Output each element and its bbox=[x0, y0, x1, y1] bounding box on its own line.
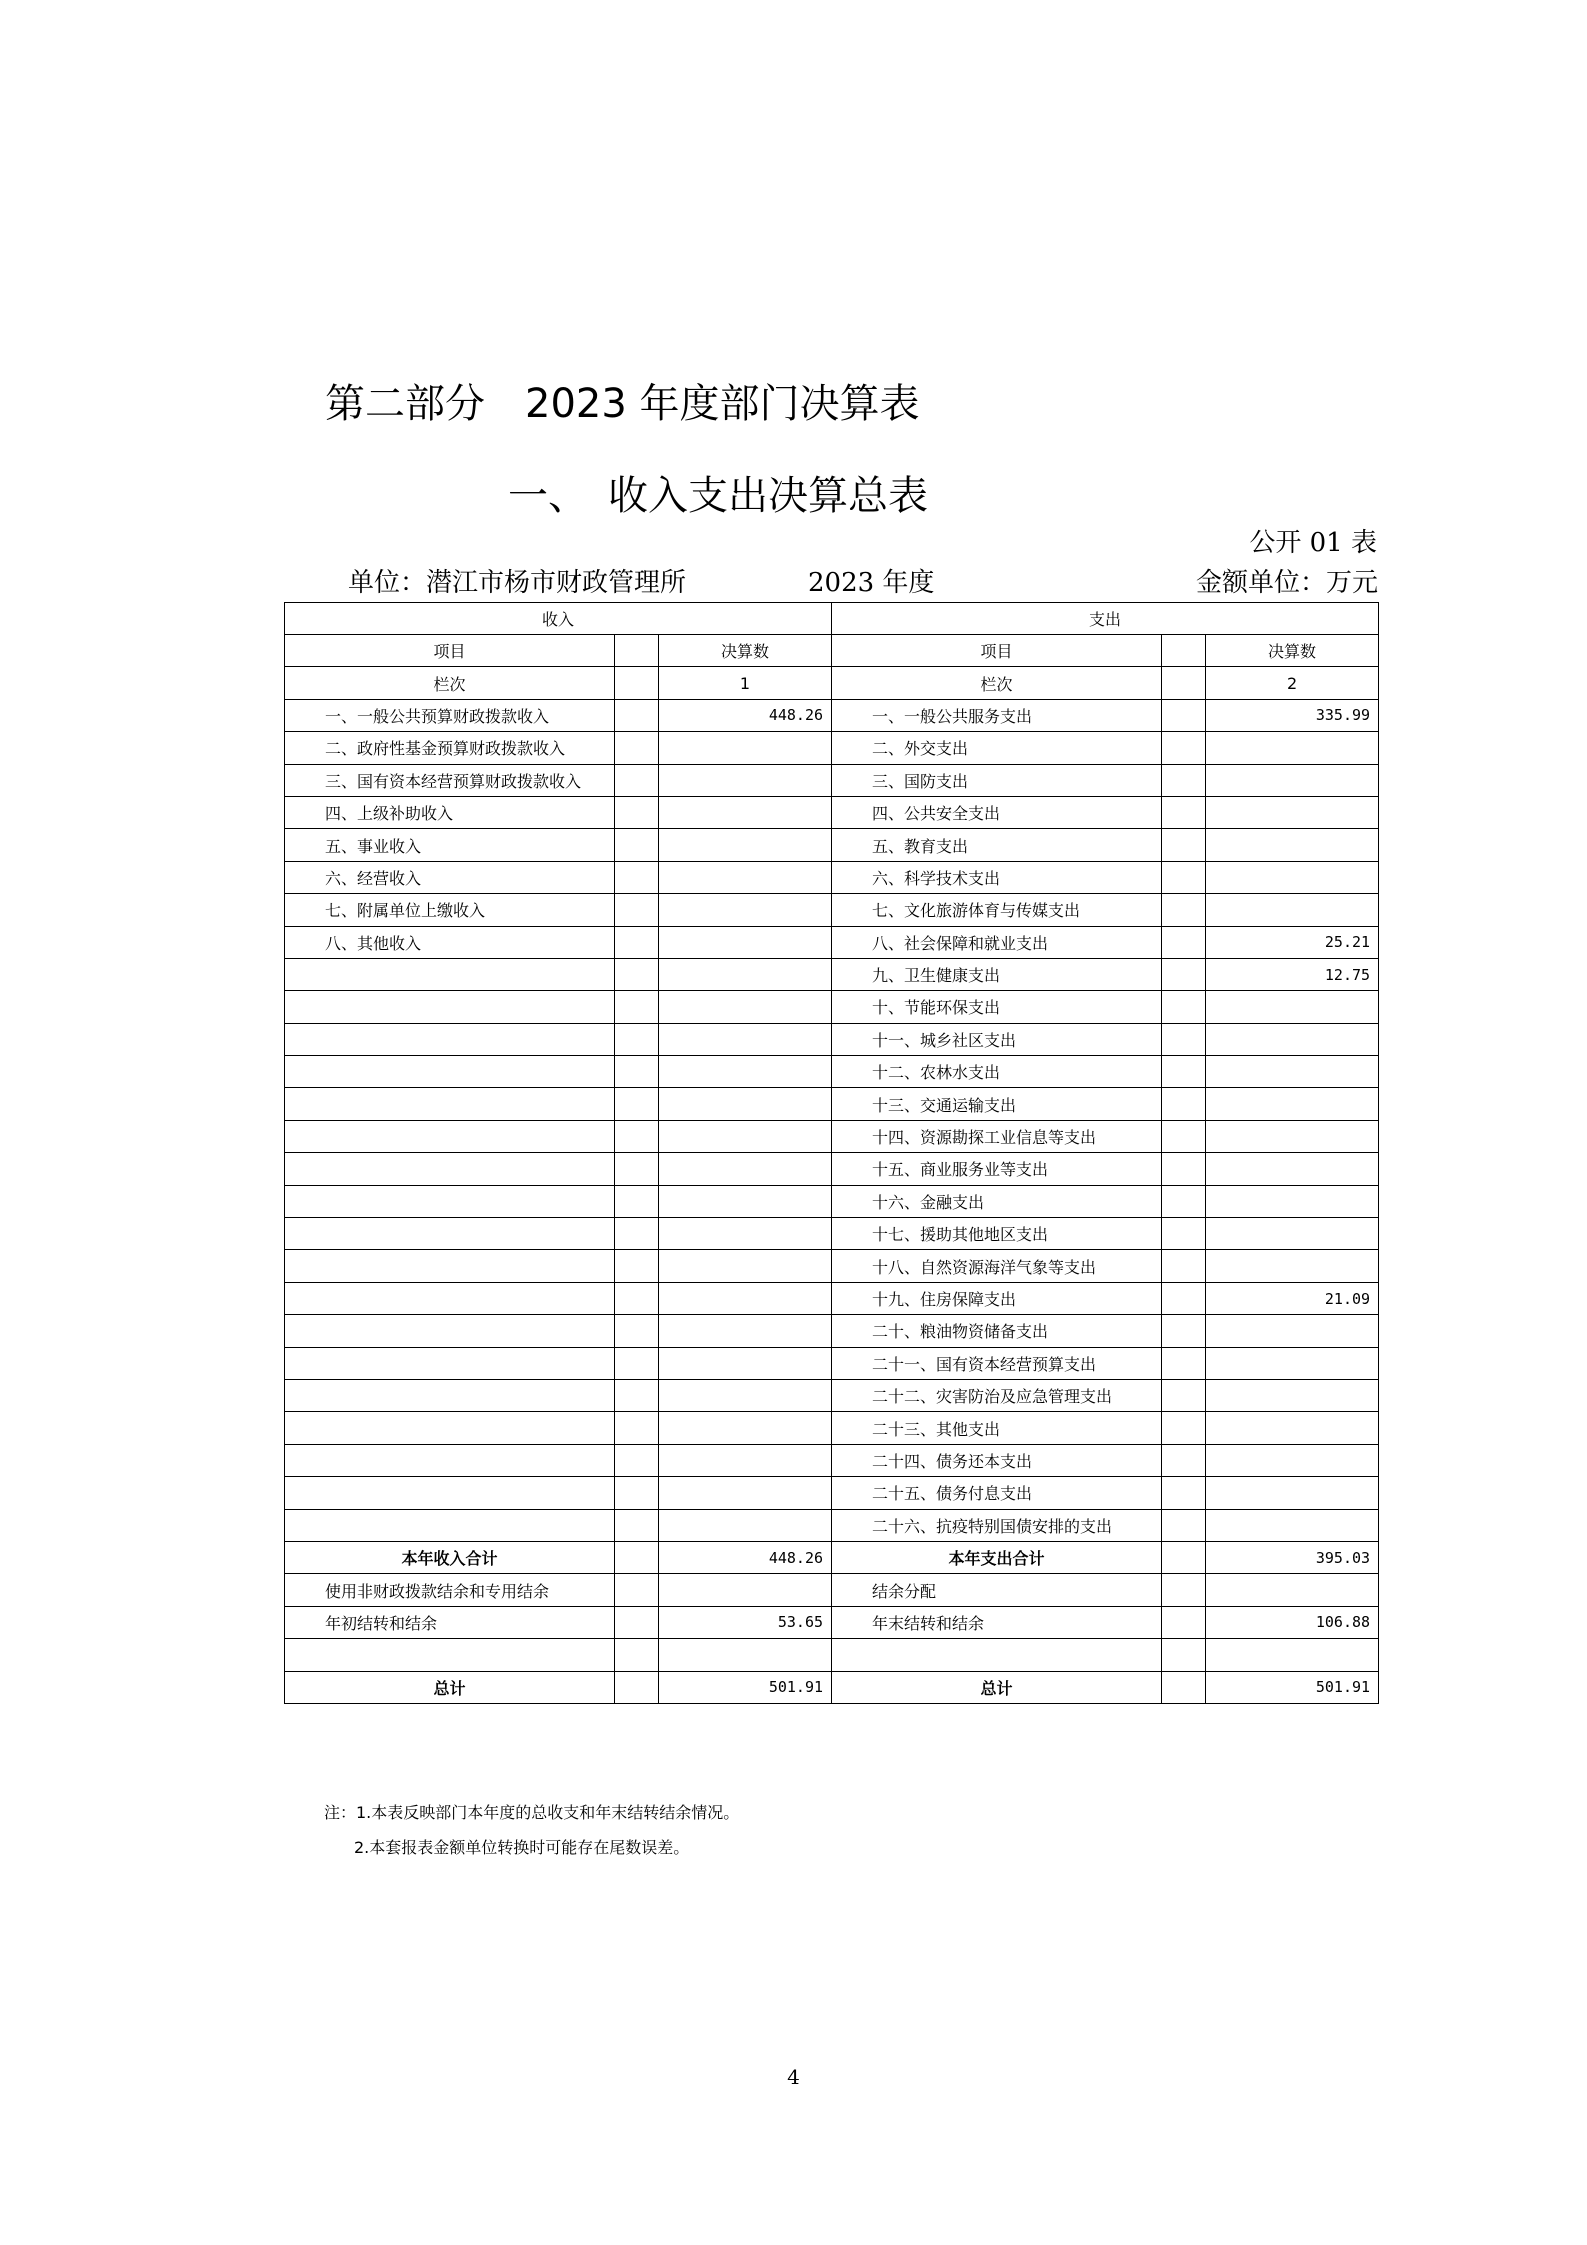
income-item: 七、附属单位上缴收入 bbox=[285, 894, 615, 926]
income-item: 三、国有资本经营预算财政拨款收入 bbox=[285, 764, 615, 796]
income-total-label: 本年收入合计 bbox=[285, 1541, 615, 1573]
expense-spacer-cell bbox=[1162, 1282, 1206, 1314]
expense-spacer-cell bbox=[1162, 991, 1206, 1023]
income-spacer-cell bbox=[615, 926, 659, 958]
expense-amount: 335.99 bbox=[1206, 699, 1379, 731]
table-row bbox=[285, 1056, 1379, 1088]
opening-balance-value: 53.65 bbox=[659, 1606, 832, 1638]
income-amount bbox=[659, 1412, 832, 1444]
expense-spacer-cell bbox=[1162, 829, 1206, 861]
income-spacer-cell bbox=[615, 894, 659, 926]
income-item bbox=[285, 1218, 615, 1250]
table-row bbox=[285, 1218, 1379, 1250]
income-amount bbox=[659, 1509, 832, 1541]
amount-unit: 金额单位：万元 bbox=[1195, 568, 1378, 598]
table-row bbox=[285, 1088, 1379, 1120]
blank-cell bbox=[832, 1639, 1162, 1671]
income-item bbox=[285, 1250, 615, 1282]
income-spacer-cell bbox=[615, 1250, 659, 1282]
income-amount bbox=[659, 796, 832, 828]
opening-balance-label: 年初结转和结余 bbox=[285, 1606, 615, 1638]
income-item bbox=[285, 1379, 615, 1411]
table-row bbox=[285, 1315, 1379, 1347]
table-row bbox=[285, 958, 1379, 990]
expense-item: 八、社会保障和就业支出 bbox=[832, 926, 1162, 958]
expense-item: 十七、援助其他地区支出 bbox=[832, 1218, 1162, 1250]
page-number: 4 bbox=[787, 2065, 800, 2089]
income-item bbox=[285, 1023, 615, 1055]
report-year: 2023 年度 bbox=[808, 568, 935, 598]
income-item bbox=[285, 1509, 615, 1541]
income-spacer-cell bbox=[615, 1185, 659, 1217]
income-amount bbox=[659, 1444, 832, 1476]
expense-item: 二十、粮油物资储备支出 bbox=[832, 1315, 1162, 1347]
income-spacer-cell bbox=[615, 1282, 659, 1314]
expense-item: 二十二、灾害防治及应急管理支出 bbox=[832, 1379, 1162, 1411]
income-spacer-cell bbox=[615, 1056, 659, 1088]
expense-spacer-cell bbox=[1162, 764, 1206, 796]
expense-item: 五、教育支出 bbox=[832, 829, 1162, 861]
income-item bbox=[285, 958, 615, 990]
income-amount bbox=[659, 1379, 832, 1411]
expense-item: 六、科学技术支出 bbox=[832, 861, 1162, 893]
expense-spacer-cell bbox=[1162, 1250, 1206, 1282]
table-row bbox=[285, 1250, 1379, 1282]
income-item: 六、经营收入 bbox=[285, 861, 615, 893]
income-amount bbox=[659, 1477, 832, 1509]
expense-spacer-cell bbox=[1162, 1185, 1206, 1217]
expense-amount bbox=[1206, 991, 1379, 1023]
expense-item: 十一、城乡社区支出 bbox=[832, 1023, 1162, 1055]
surplus-distribution-label: 结余分配 bbox=[832, 1574, 1162, 1606]
expense-spacer-cell bbox=[1162, 1606, 1206, 1638]
expense-amount bbox=[1206, 894, 1379, 926]
income-item bbox=[285, 1444, 615, 1476]
expense-spacer-cell bbox=[1162, 1120, 1206, 1152]
income-item bbox=[285, 1412, 615, 1444]
income-spacer-cell bbox=[615, 861, 659, 893]
expense-spacer-cell bbox=[1162, 894, 1206, 926]
income-spacer-cell bbox=[615, 1606, 659, 1638]
expense-spacer-cell bbox=[1162, 958, 1206, 990]
expense-amount: 12.75 bbox=[1206, 958, 1379, 990]
income-item bbox=[285, 1056, 615, 1088]
table-row bbox=[285, 1185, 1379, 1217]
income-item: 四、上级补助收入 bbox=[285, 796, 615, 828]
expense-spacer-cell bbox=[1162, 1153, 1206, 1185]
expense-item: 三、国防支出 bbox=[832, 764, 1162, 796]
expense-spacer-cell bbox=[1162, 1347, 1206, 1379]
expense-amount bbox=[1206, 1185, 1379, 1217]
unit-label: 单位：潜江市杨市财政管理所 bbox=[348, 568, 687, 598]
surplus-distribution-value bbox=[1206, 1574, 1379, 1606]
line-number-row bbox=[285, 667, 1379, 699]
income-amount bbox=[659, 991, 832, 1023]
table-row bbox=[285, 829, 1379, 861]
blank-cell bbox=[285, 1639, 615, 1671]
table-header-row bbox=[285, 603, 1379, 635]
expense-spacer-cell bbox=[1162, 1477, 1206, 1509]
expense-amount bbox=[1206, 732, 1379, 764]
table-row bbox=[285, 1282, 1379, 1314]
expense-amount bbox=[1206, 1153, 1379, 1185]
income-spacer-cell bbox=[615, 1153, 659, 1185]
table-title: 一、 收入支出决算总表 bbox=[508, 473, 928, 519]
expense-item: 二十一、国有资本经营预算支出 bbox=[832, 1347, 1162, 1379]
income-item bbox=[285, 1120, 615, 1152]
note-1: 注：1.本表反映部门本年度的总收支和年末结转结余情况。 bbox=[324, 1803, 740, 1822]
expense-total-label: 本年支出合计 bbox=[832, 1541, 1162, 1573]
expense-amount bbox=[1206, 1218, 1379, 1250]
blank-cell bbox=[659, 1639, 832, 1671]
income-amount bbox=[659, 1120, 832, 1152]
income-spacer-cell bbox=[615, 1412, 659, 1444]
closing-balance-value: 106.88 bbox=[1206, 1606, 1379, 1638]
table-row bbox=[285, 699, 1379, 731]
expense-amount bbox=[1206, 861, 1379, 893]
income-amount bbox=[659, 958, 832, 990]
expense-spacer-cell bbox=[1162, 1379, 1206, 1411]
income-amount bbox=[659, 764, 832, 796]
expense-item: 二十三、其他支出 bbox=[832, 1412, 1162, 1444]
expense-spacer-cell bbox=[1162, 667, 1206, 699]
income-spacer-cell bbox=[615, 796, 659, 828]
carryover-row bbox=[285, 1606, 1379, 1638]
expense-amount-header: 决算数 bbox=[1206, 635, 1379, 667]
table-row bbox=[285, 1509, 1379, 1541]
table-row bbox=[285, 1120, 1379, 1152]
expense-amount bbox=[1206, 1347, 1379, 1379]
nonfiscal-label: 使用非财政拨款结余和专用结余 bbox=[285, 1574, 615, 1606]
expense-spacer-cell bbox=[1162, 1023, 1206, 1055]
expense-spacer-cell bbox=[1162, 1574, 1206, 1606]
income-line-label: 栏次 bbox=[285, 667, 615, 699]
expense-col-no: 2 bbox=[1206, 667, 1379, 699]
nonfiscal-value bbox=[659, 1574, 832, 1606]
expense-spacer-cell bbox=[1162, 1315, 1206, 1347]
expense-grand-total-label: 总计 bbox=[832, 1671, 1162, 1703]
table-row bbox=[285, 796, 1379, 828]
expense-spacer-cell bbox=[1162, 926, 1206, 958]
income-amount bbox=[659, 1088, 832, 1120]
income-spacer-cell bbox=[615, 1444, 659, 1476]
income-item: 一、一般公共预算财政拨款收入 bbox=[285, 699, 615, 731]
income-spacer-cell bbox=[615, 732, 659, 764]
expense-item: 七、文化旅游体育与传媒支出 bbox=[832, 894, 1162, 926]
note-2: 2.本套报表金额单位转换时可能存在尾数误差。 bbox=[354, 1838, 690, 1857]
income-item: 五、事业收入 bbox=[285, 829, 615, 861]
income-amount bbox=[659, 1347, 832, 1379]
expense-spacer-cell bbox=[1162, 699, 1206, 731]
expense-grand-total-value: 501.91 bbox=[1206, 1671, 1379, 1703]
part-title: 第二部分 2023 年度部门决算表 bbox=[325, 381, 920, 427]
expense-spacer-cell bbox=[1162, 732, 1206, 764]
income-spacer-cell bbox=[615, 1671, 659, 1703]
income-amount bbox=[659, 861, 832, 893]
income-spacer-cell bbox=[615, 1347, 659, 1379]
expense-amount bbox=[1206, 1088, 1379, 1120]
income-spacer-cell bbox=[615, 1639, 659, 1671]
expense-item: 二十六、抗疫特别国债安排的支出 bbox=[832, 1509, 1162, 1541]
income-spacer-cell bbox=[615, 1541, 659, 1573]
expense-item: 十二、农林水支出 bbox=[832, 1056, 1162, 1088]
expense-amount bbox=[1206, 1444, 1379, 1476]
expense-spacer-cell bbox=[1162, 1541, 1206, 1573]
income-item bbox=[285, 1088, 615, 1120]
income-amount bbox=[659, 1218, 832, 1250]
income-item bbox=[285, 1282, 615, 1314]
expense-spacer-cell bbox=[1162, 1671, 1206, 1703]
income-item-header: 项目 bbox=[285, 635, 615, 667]
closing-balance-label: 年末结转和结余 bbox=[832, 1606, 1162, 1638]
income-item bbox=[285, 991, 615, 1023]
expense-item-header: 项目 bbox=[832, 635, 1162, 667]
income-spacer-cell bbox=[615, 699, 659, 731]
expense-amount: 25.21 bbox=[1206, 926, 1379, 958]
income-amount bbox=[659, 1185, 832, 1217]
table-row bbox=[285, 1444, 1379, 1476]
income-amount bbox=[659, 1023, 832, 1055]
income-amount bbox=[659, 1056, 832, 1088]
income-item bbox=[285, 1153, 615, 1185]
expense-spacer-cell bbox=[1162, 1088, 1206, 1120]
expense-item: 十三、交通运输支出 bbox=[832, 1088, 1162, 1120]
income-amount bbox=[659, 829, 832, 861]
income-spacer-cell bbox=[615, 991, 659, 1023]
expense-total-value: 395.03 bbox=[1206, 1541, 1379, 1573]
expense-item: 四、公共安全支出 bbox=[832, 796, 1162, 828]
income-spacer-cell bbox=[615, 1023, 659, 1055]
expense-item: 二、外交支出 bbox=[832, 732, 1162, 764]
income-header: 收入 bbox=[285, 603, 832, 635]
expense-spacer-cell bbox=[1162, 1509, 1206, 1541]
income-grand-total-label: 总计 bbox=[285, 1671, 615, 1703]
income-amount-header: 决算数 bbox=[659, 635, 832, 667]
income-amount bbox=[659, 732, 832, 764]
table-row bbox=[285, 894, 1379, 926]
income-amount bbox=[659, 926, 832, 958]
expense-amount bbox=[1206, 796, 1379, 828]
expense-amount bbox=[1206, 1056, 1379, 1088]
income-item: 二、政府性基金预算财政拨款收入 bbox=[285, 732, 615, 764]
expense-item: 十九、住房保障支出 bbox=[832, 1282, 1162, 1314]
expense-item: 二十五、债务付息支出 bbox=[832, 1477, 1162, 1509]
expense-amount bbox=[1206, 1250, 1379, 1282]
income-spacer-cell bbox=[615, 1509, 659, 1541]
income-amount bbox=[659, 1153, 832, 1185]
income-spacer-cell bbox=[615, 1218, 659, 1250]
annual-total-row bbox=[285, 1541, 1379, 1573]
expense-amount: 21.09 bbox=[1206, 1282, 1379, 1314]
income-item bbox=[285, 1315, 615, 1347]
income-spacer-cell bbox=[615, 1120, 659, 1152]
expense-item: 九、卫生健康支出 bbox=[832, 958, 1162, 990]
expense-amount bbox=[1206, 1509, 1379, 1541]
income-item bbox=[285, 1347, 615, 1379]
expense-amount bbox=[1206, 1412, 1379, 1444]
table-row bbox=[285, 861, 1379, 893]
income-grand-total-value: 501.91 bbox=[659, 1671, 832, 1703]
table-row bbox=[285, 1477, 1379, 1509]
expense-spacer-cell bbox=[1162, 1056, 1206, 1088]
expense-amount bbox=[1206, 1120, 1379, 1152]
expense-item: 十八、自然资源海洋气象等支出 bbox=[832, 1250, 1162, 1282]
expense-item: 十四、资源勘探工业信息等支出 bbox=[832, 1120, 1162, 1152]
expense-item: 十六、金融支出 bbox=[832, 1185, 1162, 1217]
expense-item: 十、节能环保支出 bbox=[832, 991, 1162, 1023]
income-amount bbox=[659, 1250, 832, 1282]
expense-spacer-cell bbox=[1162, 1218, 1206, 1250]
table-row bbox=[285, 1379, 1379, 1411]
expense-spacer-cell bbox=[1162, 635, 1206, 667]
expense-spacer-cell bbox=[1162, 861, 1206, 893]
table-row bbox=[285, 764, 1379, 796]
income-spacer-cell bbox=[615, 958, 659, 990]
table-code: 公开 01 表 bbox=[1249, 528, 1377, 558]
expense-line-label: 栏次 bbox=[832, 667, 1162, 699]
income-col-no: 1 bbox=[659, 667, 832, 699]
table-row bbox=[285, 1412, 1379, 1444]
income-total-value: 448.26 bbox=[659, 1541, 832, 1573]
table-row bbox=[285, 1023, 1379, 1055]
table-row bbox=[285, 1347, 1379, 1379]
expense-item: 二十四、债务还本支出 bbox=[832, 1444, 1162, 1476]
expense-amount bbox=[1206, 829, 1379, 861]
nonfiscal-row bbox=[285, 1574, 1379, 1606]
income-item bbox=[285, 1477, 615, 1509]
expense-amount bbox=[1206, 764, 1379, 796]
income-amount bbox=[659, 1315, 832, 1347]
table-row bbox=[285, 991, 1379, 1023]
income-spacer-cell bbox=[615, 635, 659, 667]
income-spacer-cell bbox=[615, 1477, 659, 1509]
income-amount: 448.26 bbox=[659, 699, 832, 731]
expense-item: 十五、商业服务业等支出 bbox=[832, 1153, 1162, 1185]
expense-amount bbox=[1206, 1379, 1379, 1411]
income-item: 八、其他收入 bbox=[285, 926, 615, 958]
income-spacer-cell bbox=[615, 1315, 659, 1347]
blank-cell bbox=[1206, 1639, 1379, 1671]
table-row bbox=[285, 1153, 1379, 1185]
expense-header: 支出 bbox=[832, 603, 1379, 635]
expense-item: 一、一般公共服务支出 bbox=[832, 699, 1162, 731]
income-spacer-cell bbox=[615, 1088, 659, 1120]
expense-spacer-cell bbox=[1162, 1444, 1206, 1476]
income-expense-table bbox=[284, 602, 1379, 1704]
income-amount bbox=[659, 1282, 832, 1314]
income-item bbox=[285, 1185, 615, 1217]
income-spacer-cell bbox=[615, 667, 659, 699]
grand-total-row bbox=[285, 1671, 1379, 1703]
income-spacer-cell bbox=[615, 764, 659, 796]
column-header-row bbox=[285, 635, 1379, 667]
income-spacer-cell bbox=[615, 1379, 659, 1411]
expense-spacer-cell bbox=[1162, 796, 1206, 828]
expense-amount bbox=[1206, 1023, 1379, 1055]
expense-amount bbox=[1206, 1477, 1379, 1509]
blank-row bbox=[285, 1639, 1379, 1671]
table-row bbox=[285, 926, 1379, 958]
expense-amount bbox=[1206, 1315, 1379, 1347]
expense-spacer-cell bbox=[1162, 1639, 1206, 1671]
income-spacer-cell bbox=[615, 1574, 659, 1606]
table-row bbox=[285, 732, 1379, 764]
expense-spacer-cell bbox=[1162, 1412, 1206, 1444]
income-amount bbox=[659, 894, 832, 926]
income-spacer-cell bbox=[615, 829, 659, 861]
